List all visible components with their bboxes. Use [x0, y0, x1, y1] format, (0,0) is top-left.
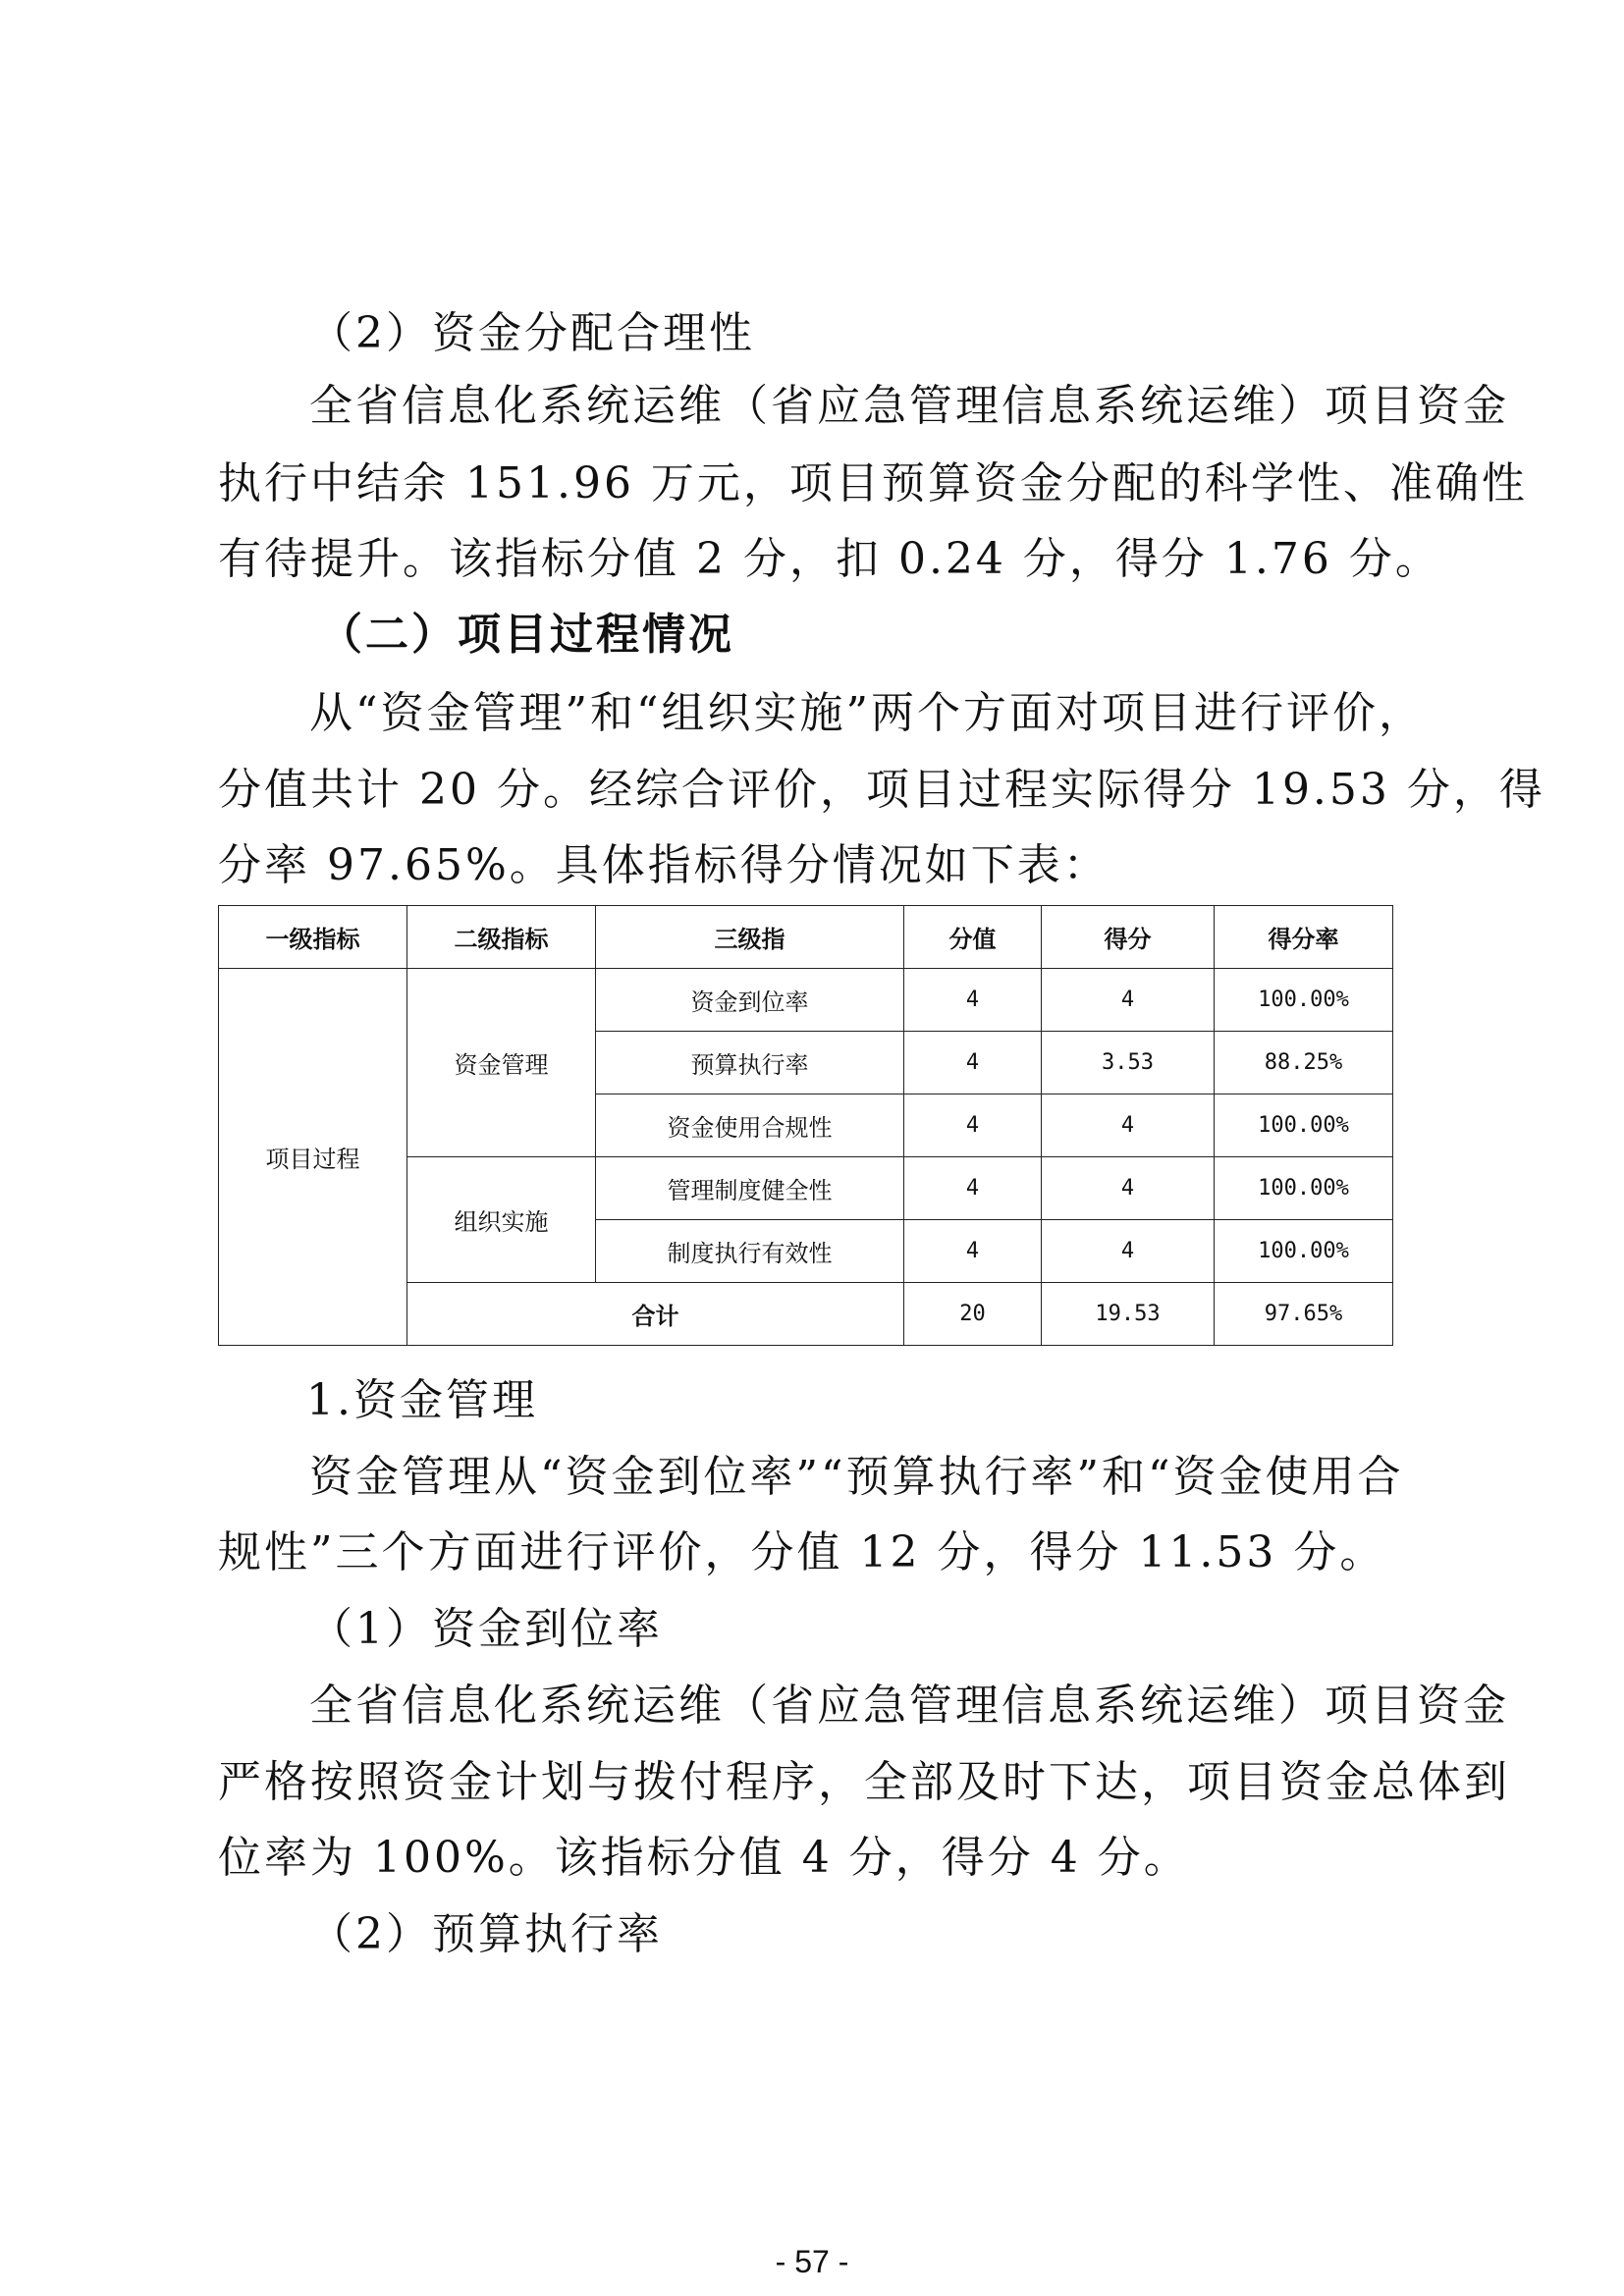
paragraph-line: 分率 97.65%。具体指标得分情况如下表：	[218, 840, 1110, 890]
total-value-cell: 20	[904, 1283, 1042, 1346]
score-table	[218, 905, 1393, 1346]
subheading-fund-allocation: （2）资金分配合理性	[309, 308, 755, 358]
subheading-fund-arrival: （1）资金到位率	[309, 1604, 663, 1654]
score-cell: 4	[1042, 1220, 1215, 1283]
value-cell: 4	[904, 969, 1042, 1032]
level2-cell: 资金管理	[407, 969, 596, 1157]
total-label-cell: 合计	[407, 1283, 904, 1346]
level3-cell: 管理制度健全性	[596, 1157, 904, 1220]
rate-cell: 100.00%	[1215, 1220, 1393, 1283]
header-cell: 得分	[1042, 906, 1215, 969]
paragraph-line: 规性”三个方面进行评价，分值 12 分，得分 11.53 分。	[218, 1527, 1386, 1577]
score-cell: 3.53	[1042, 1032, 1215, 1095]
rate-cell: 100.00%	[1215, 969, 1393, 1032]
level3-cell: 资金到位率	[596, 969, 904, 1032]
level3-cell: 资金使用合规性	[596, 1095, 904, 1157]
paragraph-line: 位率为 100%。该指标分值 4 分，得分 4 分。	[218, 1833, 1190, 1883]
paragraph-line: 全省信息化系统运维（省应急管理信息系统运维）项目资金	[309, 381, 1509, 431]
value-cell: 4	[904, 1220, 1042, 1283]
level3-cell: 预算执行率	[596, 1032, 904, 1095]
paragraph-line: 执行中结余 151.96 万元，项目预算资金分配的科学性、准确性	[218, 458, 1528, 508]
section-heading: （二）项目过程情况	[319, 610, 734, 660]
score-cell: 4	[1042, 1095, 1215, 1157]
value-cell: 4	[904, 1032, 1042, 1095]
rate-cell: 88.25%	[1215, 1032, 1393, 1095]
paragraph-line: 有待提升。该指标分值 2 分，扣 0.24 分，得分 1.76 分。	[218, 534, 1441, 584]
page-number: - 57 -	[775, 2244, 849, 2279]
header-cell: 分值	[904, 906, 1042, 969]
paragraph-line: 全省信息化系统运维（省应急管理信息系统运维）项目资金	[309, 1681, 1509, 1731]
table-header-row	[219, 906, 1393, 969]
header-cell: 三级指	[596, 906, 904, 969]
rate-cell: 100.00%	[1215, 1095, 1393, 1157]
value-cell: 4	[904, 1095, 1042, 1157]
paragraph-line: 严格按照资金计划与拨付程序，全部及时下达，项目资金总体到	[218, 1757, 1510, 1807]
header-cell: 得分率	[1215, 906, 1393, 969]
paragraph-line: 从“资金管理”和“组织实施”两个方面对项目进行评价，	[309, 688, 1425, 738]
paragraph-line: 分值共计 20 分。经综合评价，项目过程实际得分 19.53 分，得	[218, 765, 1545, 815]
rate-cell: 100.00%	[1215, 1157, 1393, 1220]
score-cell: 4	[1042, 969, 1215, 1032]
value-cell: 4	[904, 1157, 1042, 1220]
score-cell: 4	[1042, 1157, 1215, 1220]
level2-cell: 组织实施	[407, 1157, 596, 1283]
subheading-funds-management: 1.资金管理	[306, 1375, 538, 1425]
table-row	[219, 969, 1393, 1032]
level1-cell: 项目过程	[219, 969, 407, 1346]
header-cell: 二级指标	[407, 906, 596, 969]
level3-cell: 制度执行有效性	[596, 1220, 904, 1283]
total-rate-cell: 97.65%	[1215, 1283, 1393, 1346]
paragraph-line: 资金管理从“资金到位率”“预算执行率”和“资金使用合	[309, 1452, 1404, 1502]
subheading-budget-execution: （2）预算执行率	[309, 1909, 663, 1959]
total-score-cell: 19.53	[1042, 1283, 1215, 1346]
header-cell: 一级指标	[219, 906, 407, 969]
